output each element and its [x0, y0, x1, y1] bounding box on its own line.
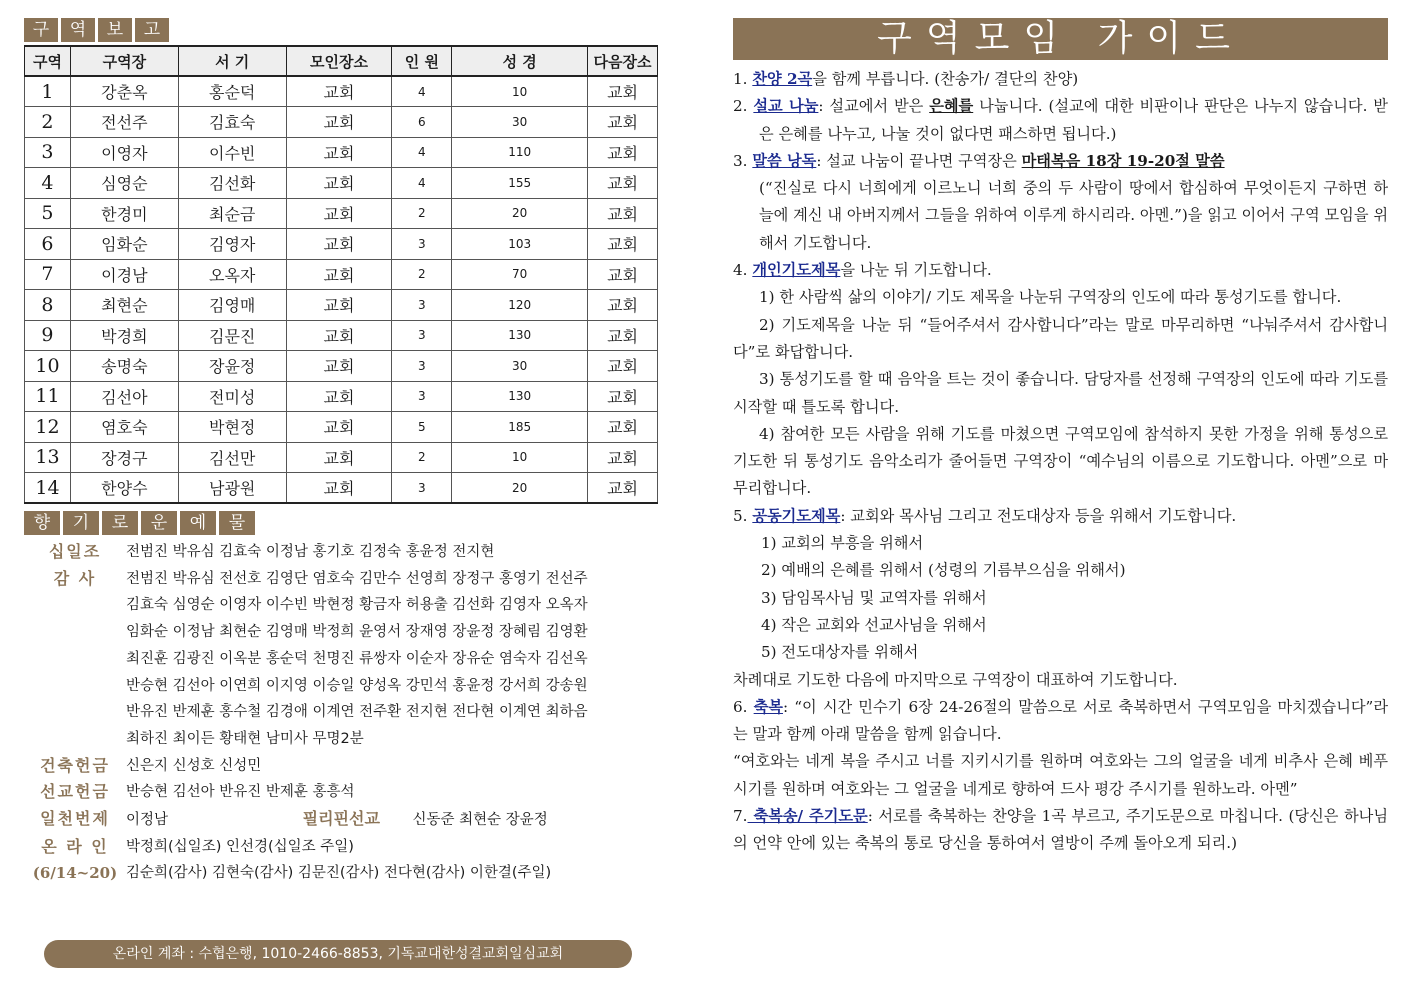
table-cell: 강춘옥 — [70, 76, 178, 107]
step-text: 나눕니다. (설교에 대한 비판이나 판단은 나누지 않습니다. 받은 은혜를 나누고, 나눌 것이 없다면 패스하면 됩니다.) — [759, 97, 1388, 143]
table-cell: 교회 — [588, 442, 658, 473]
table-cell: 한경미 — [70, 198, 178, 229]
names-line: 김효숙 심영순 이영자 이수빈 박현정 황금자 허용출 김선화 김영자 오옥자 — [126, 597, 588, 614]
col-header: 구역장 — [70, 46, 178, 76]
table-cell: 6 — [392, 107, 452, 138]
offering-names: 반승현 김선아 반유진 반제훈 홍흥석 — [126, 784, 355, 801]
table-cell: 10 — [452, 442, 588, 473]
names-line: 임화순 이정남 최현순 김영매 박정희 윤영서 장재영 장윤정 장혜림 김영환 — [126, 624, 588, 641]
philippines-names: 신동준 최현순 장윤정 — [412, 812, 548, 829]
step-5 — [733, 503, 1388, 530]
table-cell: 110 — [452, 137, 588, 168]
table-cell: 3 — [392, 381, 452, 412]
table-cell: 교회 — [588, 137, 658, 168]
table-row — [25, 442, 658, 473]
names-line: 김순희(감사) 김현숙(감사) 김문진(감사) 전다현(감사) 이한결(주일) — [126, 865, 552, 882]
step-emphasis: 은혜를 — [929, 97, 974, 116]
table-cell: 70 — [452, 259, 588, 290]
table-cell: 교회 — [286, 76, 392, 107]
table-cell: 교회 — [588, 107, 658, 138]
names-line: 박정희(십일조) 인선경(십일조 주일) — [126, 838, 354, 855]
step-text: : 교회와 목사님 그리고 전도대상자 등을 위해서 기도합니다. — [840, 506, 1237, 525]
table-cell: 1 — [25, 76, 71, 107]
step-5-item: 5) 전도대상자를 위해서 — [761, 643, 919, 662]
names-line: 최하진 최이든 황태현 남미사 무명2분 — [126, 730, 364, 747]
step-5-item: 3) 담임목사님 및 교역자를 위해서 — [761, 588, 987, 607]
table-cell: 130 — [452, 381, 588, 412]
table-cell: 최순금 — [178, 198, 286, 229]
col-header: 구역 — [25, 46, 71, 76]
table-cell: 염호숙 — [70, 412, 178, 443]
table-cell: 185 — [452, 412, 588, 443]
step-4-item: 3) 통성기도를 할 때 음악을 트는 것이 좋습니다. 담당자를 선정해 구역장의 인도에 따라 기도를 시작할 때 틀도록 합니다. — [733, 370, 1388, 416]
table-cell: 최현순 — [70, 290, 178, 321]
step-number: 2. — [733, 97, 754, 116]
table-cell: 장윤정 — [178, 351, 286, 382]
table-cell: 20 — [452, 198, 588, 229]
table-cell: 김선만 — [178, 442, 286, 473]
table-row — [25, 290, 658, 321]
offering-label: 감 사 — [53, 568, 97, 588]
step-keyword: 설교 나눔 — [753, 97, 819, 116]
online-label — [24, 834, 126, 887]
names-line: 반유진 반제훈 홍수철 김경애 이계연 전주환 전지현 전다현 이계연 최하음 — [126, 704, 588, 721]
step-text: : 설교에서 받은 — [818, 97, 930, 116]
table-cell: 교회 — [286, 229, 392, 260]
table-cell: 13 — [25, 442, 71, 473]
table-cell: 교회 — [588, 76, 658, 107]
table-cell: 심영순 — [70, 168, 178, 199]
table-cell: 10 — [452, 76, 588, 107]
step-number: 4. — [733, 261, 753, 280]
table-cell: 김선화 — [178, 168, 286, 199]
table-row — [25, 351, 658, 382]
table-cell: 교회 — [286, 473, 392, 504]
table-cell: 박현정 — [178, 412, 286, 443]
table-cell: 임화순 — [70, 229, 178, 260]
table-cell: 교회 — [588, 290, 658, 321]
table-row — [25, 76, 658, 107]
step-5-after: 차례대로 기도한 다음에 마지막으로 구역장이 대표하여 기도합니다. — [733, 670, 1178, 689]
table-cell: 교회 — [588, 351, 658, 382]
table-cell: 김영자 — [178, 229, 286, 260]
step-6 — [733, 694, 1388, 749]
step-keyword: 공동기도제목 — [752, 506, 841, 525]
names-line: 반승현 김선아 이연희 이지영 이승일 양성옥 강민석 홍윤정 강서희 강송원 — [126, 677, 588, 694]
header-char: 보 — [98, 18, 132, 42]
names-line: 최진훈 김광진 이옥분 홍순덕 천명진 류쌍자 이순자 장유순 염숙자 김선옥 — [126, 650, 588, 667]
table-cell: 11 — [25, 381, 71, 412]
header-char: 기 — [63, 511, 99, 535]
table-cell: 3 — [392, 229, 452, 260]
table-cell: 155 — [452, 168, 588, 199]
step-4-item: 2) 기도제목을 나눈 뒤 “들어주셔서 감사합니다”라는 말로 마무리하면 “나눠주셔서 감사합니다”로 화답합니다. — [733, 315, 1388, 361]
step-7 — [733, 803, 1388, 858]
offering-tithe — [24, 539, 660, 566]
step-text: : 설교 나눔이 끝나면 구역장은 — [816, 151, 1022, 170]
table-cell: 김문진 — [178, 320, 286, 351]
table-cell: 교회 — [588, 168, 658, 199]
scripture-reference: 마태복음 18장 19-20절 말씀 — [1021, 151, 1225, 170]
table-cell: 김효숙 — [178, 107, 286, 138]
offerings-header — [24, 511, 660, 535]
table-cell: 4 — [392, 76, 452, 107]
table-cell: 교회 — [286, 412, 392, 443]
table-cell: 교회 — [588, 259, 658, 290]
step-2 — [733, 93, 1388, 148]
offering-names — [126, 834, 660, 887]
offering-building — [24, 753, 660, 780]
online-date: (6/14~20) — [32, 863, 118, 882]
step-text: 을 나눈 뒤 기도합니다. — [840, 261, 992, 280]
col-header: 인 원 — [392, 46, 452, 76]
table-cell: 홍순덕 — [178, 76, 286, 107]
table-cell: 전선주 — [70, 107, 178, 138]
table-cell: 20 — [452, 473, 588, 504]
table-cell: 교회 — [588, 473, 658, 504]
table-cell: 4 — [392, 137, 452, 168]
step-text: : 서로를 축복하는 찬양을 1곡 부르고, 주기도문으로 마칩니다. (당신은 하나님의 언약 안에 있는 축복의 통로 당신을 통하여서 열방이 주께 돌아오게 되리.) — [733, 807, 1388, 853]
table-cell: 3 — [392, 473, 452, 504]
offering-label: 건축헌금 — [40, 755, 110, 775]
table-cell: 오옥자 — [178, 259, 286, 290]
table-cell: 교회 — [286, 107, 392, 138]
table-row — [25, 259, 658, 290]
step-number: 7. — [733, 807, 748, 826]
table-cell: 2 — [392, 442, 452, 473]
table-cell: 7 — [25, 259, 71, 290]
table-row — [25, 107, 658, 138]
step-number: 5. — [733, 506, 753, 525]
blessing-quote: “여호와는 네게 복을 주시고 너를 지키시기를 원하며 여호와는 그의 얼굴을 네게 비추사 은혜 베푸시기를 원하며 여호와는 그 얼굴을 네게로 향하여 드사 평강 주시기를 원하노라. 아멘” — [733, 752, 1388, 798]
offering-mission — [24, 779, 660, 806]
header-char: 역 — [61, 18, 95, 42]
col-header: 성 경 — [452, 46, 588, 76]
table-cell: 103 — [452, 229, 588, 260]
table-cell: 교회 — [286, 198, 392, 229]
header-char: 향 — [24, 511, 60, 535]
left-column — [24, 18, 660, 887]
table-cell: 10 — [25, 351, 71, 382]
table-cell: 이수빈 — [178, 137, 286, 168]
offering-online — [24, 834, 660, 887]
table-cell: 3 — [392, 290, 452, 321]
right-column — [733, 18, 1388, 858]
step-keyword: 축복 — [753, 697, 783, 716]
table-cell: 14 — [25, 473, 71, 504]
table-cell: 장경구 — [70, 442, 178, 473]
table-cell: 3 — [392, 320, 452, 351]
table-cell: 교회 — [286, 137, 392, 168]
col-header: 모인장소 — [286, 46, 392, 76]
table-cell: 교회 — [588, 412, 658, 443]
table-cell: 김선아 — [70, 381, 178, 412]
table-cell: 교회 — [588, 381, 658, 412]
guide-title: 구역모임 가이드 — [733, 18, 1388, 60]
table-row — [25, 412, 658, 443]
table-cell: 송명숙 — [70, 351, 178, 382]
table-cell: 남광원 — [178, 473, 286, 504]
table-row — [25, 198, 658, 229]
step-4-item: 4) 참여한 모든 사람을 위해 기도를 마쳤으면 구역모임에 참석하지 못한 가정을 위해 통성으로 기도한 뒤 통성기도 음악소리가 줄어들면 구역장이 “예수님의 이름으로 기도합니다. 아멘”으로 마무리합니다. — [733, 424, 1388, 498]
table-cell: 교회 — [286, 290, 392, 321]
table-cell: 2 — [392, 198, 452, 229]
table-row — [25, 320, 658, 351]
step-number: 1. — [733, 70, 753, 88]
header-char: 물 — [219, 511, 255, 535]
table-row — [25, 381, 658, 412]
table-row — [25, 473, 658, 504]
step-keyword: 찬양 2곡 — [752, 70, 813, 88]
table-row — [25, 137, 658, 168]
step-text: : “이 시간 민수기 6장 24-26절의 말씀으로 서로 축복하면서 구역모임을 마치겠습니다”라는 말과 함께 아래 말씀을 함께 읽습니다. — [733, 697, 1388, 744]
offerings-list — [24, 539, 660, 887]
table-cell: 교회 — [286, 259, 392, 290]
offering-label: 선교헌금 — [40, 782, 110, 802]
table-cell: 교회 — [286, 351, 392, 382]
philippines-label: 필리핀선교 — [302, 809, 380, 829]
offering-names — [126, 806, 660, 834]
table-cell: 120 — [452, 290, 588, 321]
table-cell: 8 — [25, 290, 71, 321]
table-cell: 교회 — [286, 320, 392, 351]
step-5-item: 2) 예배의 은혜를 위해서 (성령의 기름부으심을 위해서) — [761, 561, 1126, 580]
table-cell: 3 — [25, 137, 71, 168]
table-cell: 교회 — [286, 381, 392, 412]
table-cell: 박경희 — [70, 320, 178, 351]
col-header: 서 기 — [178, 46, 286, 76]
table-cell: 6 — [25, 229, 71, 260]
offering-weekly — [24, 806, 660, 834]
table-cell: 12 — [25, 412, 71, 443]
header-char: 운 — [141, 511, 177, 535]
table-cell: 130 — [452, 320, 588, 351]
table-cell: 전미성 — [178, 381, 286, 412]
step-5-item: 1) 교회의 부흥을 위해서 — [761, 534, 924, 553]
table-cell: 5 — [392, 412, 452, 443]
header-char: 예 — [180, 511, 216, 535]
step-keyword: 개인기도제목 — [752, 261, 841, 280]
table-cell: 2 — [25, 107, 71, 138]
online-account-banner: 온라인 계좌 : 수협은행, 1010-2466-8853, 기독교대한성결교회일심교회 — [44, 940, 632, 968]
table-cell: 30 — [452, 351, 588, 382]
col-header: 다음장소 — [588, 46, 658, 76]
guide-body — [733, 66, 1388, 858]
table-cell: 9 — [25, 320, 71, 351]
offering-names — [126, 566, 660, 753]
step-text: 을 함께 부릅니다. (찬송가/ 결단의 찬양) — [812, 70, 1079, 88]
offering-names: 전범진 박유심 김효숙 이정남 홍기호 김정숙 홍윤정 전지현 — [126, 544, 495, 560]
table-cell: 김영매 — [178, 290, 286, 321]
offering-names: 신은지 신성호 신성민 — [126, 757, 262, 774]
table-cell: 교회 — [286, 168, 392, 199]
header-char: 고 — [135, 18, 169, 42]
header-char: 구 — [24, 18, 58, 42]
table-cell: 2 — [392, 259, 452, 290]
table-cell: 이경남 — [70, 259, 178, 290]
offering-label: 십일조 — [48, 542, 102, 561]
district-report-table — [24, 45, 658, 504]
online-title: 온 라 인 — [41, 836, 109, 856]
step-keyword: 말씀 낭독 — [752, 151, 817, 170]
table-header-row — [25, 46, 658, 76]
table-cell: 교회 — [588, 198, 658, 229]
header-char: 로 — [102, 511, 138, 535]
district-report-header — [24, 18, 660, 42]
step-4-item: 1) 한 사람씩 삶의 이야기/ 기도 제목을 나눈뒤 구역장의 인도에 따라 통성기도를 합니다. — [759, 288, 1342, 307]
step-5-item: 4) 작은 교회와 선교사님을 위해서 — [761, 615, 987, 634]
scripture-quote: (“진실로 다시 너희에게 이르노니 너희 중의 두 사람이 땅에서 합심하여 무엇이든지 구하면 하늘에 계신 내 아버지께서 그들을 위하여 이루게 하시리라. 아멘.”)을 읽고 이어서 구역 모임을 위해서 기도합니다. — [759, 179, 1388, 252]
offering-thanks — [24, 566, 660, 753]
weekly-names: 이정남 — [126, 812, 169, 829]
table-row — [25, 168, 658, 199]
step-4 — [733, 257, 1388, 284]
table-cell: 4 — [25, 168, 71, 199]
offering-label: 일천번제 — [40, 809, 110, 829]
step-1 — [733, 66, 1388, 93]
table-cell: 30 — [452, 107, 588, 138]
table-cell: 교회 — [286, 442, 392, 473]
table-cell: 이영자 — [70, 137, 178, 168]
table-cell: 교회 — [588, 229, 658, 260]
table-cell: 교회 — [588, 320, 658, 351]
step-number: 3. — [733, 151, 753, 170]
names-line: 전범진 박유심 전선호 김영단 염호숙 김만수 선영희 장정구 홍영기 전선주 — [126, 570, 588, 587]
table-cell: 5 — [25, 198, 71, 229]
step-3 — [733, 148, 1388, 175]
step-keyword: 축복송/ 주기도문 — [747, 807, 868, 826]
table-cell: 4 — [392, 168, 452, 199]
step-number: 6. — [733, 697, 754, 716]
table-cell: 한양수 — [70, 473, 178, 504]
table-row — [25, 229, 658, 260]
table-cell: 3 — [392, 351, 452, 382]
